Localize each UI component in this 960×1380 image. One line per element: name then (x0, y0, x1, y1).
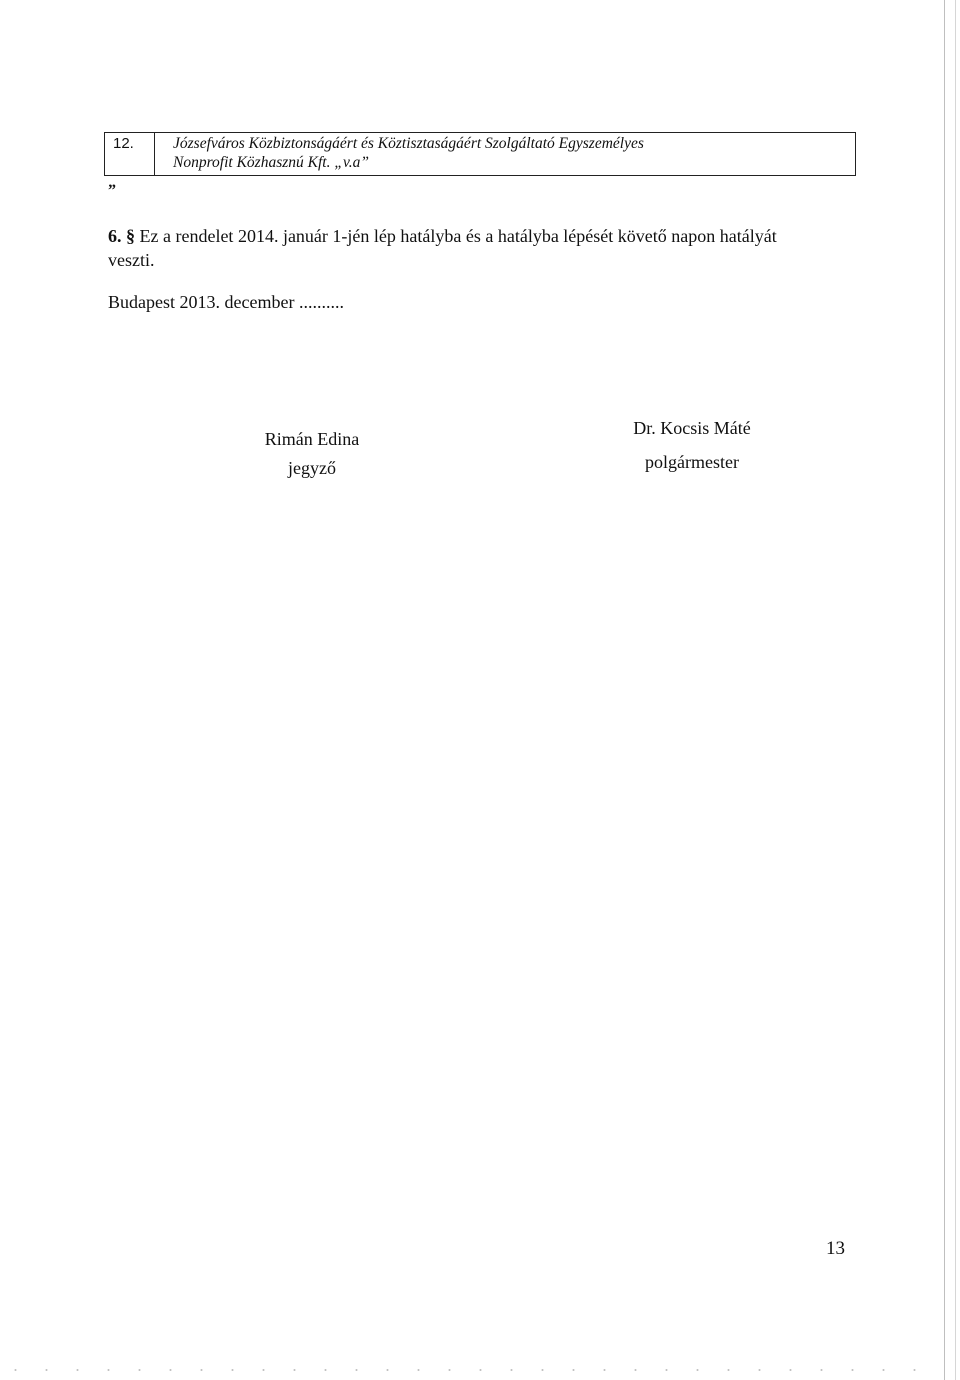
signature-block-mayor (592, 414, 792, 477)
scan-edge-line (955, 0, 956, 1380)
row-number: 12. (105, 133, 155, 175)
scan-edge-line (944, 0, 945, 1380)
organization-name-cell (155, 133, 855, 175)
section-paragraph (108, 224, 868, 272)
signature-block-notary (232, 425, 392, 483)
section-text-line1: Ez a rendelet 2014. január 1-jén lép hatályba és a hatályba lépését követő napon hatályát (139, 226, 777, 246)
section-line1 (108, 224, 868, 248)
section-text-line2: veszti. (108, 250, 155, 270)
organization-name-line1: Józsefváros Közbiztonságáért és Köztisztaságáért Szolgáltató Egyszemélyes (173, 135, 644, 152)
signatory-name: Rimán Edina (264, 429, 360, 449)
table-row (104, 132, 856, 176)
signatory-title: jegyző (288, 458, 336, 478)
signatory-name: Dr. Kocsis Máté (633, 418, 751, 438)
signatory-title: polgármester (645, 452, 739, 472)
section-number: 6. § (108, 226, 135, 246)
closing-quote: ” (108, 182, 116, 199)
page-number: 13 (826, 1238, 845, 1259)
organization-name-line2: Nonprofit Közhasznú Kft. „v.a” (173, 154, 369, 171)
scan-artifact (0, 1368, 940, 1372)
place-date: Budapest 2013. december .......... (108, 292, 344, 312)
